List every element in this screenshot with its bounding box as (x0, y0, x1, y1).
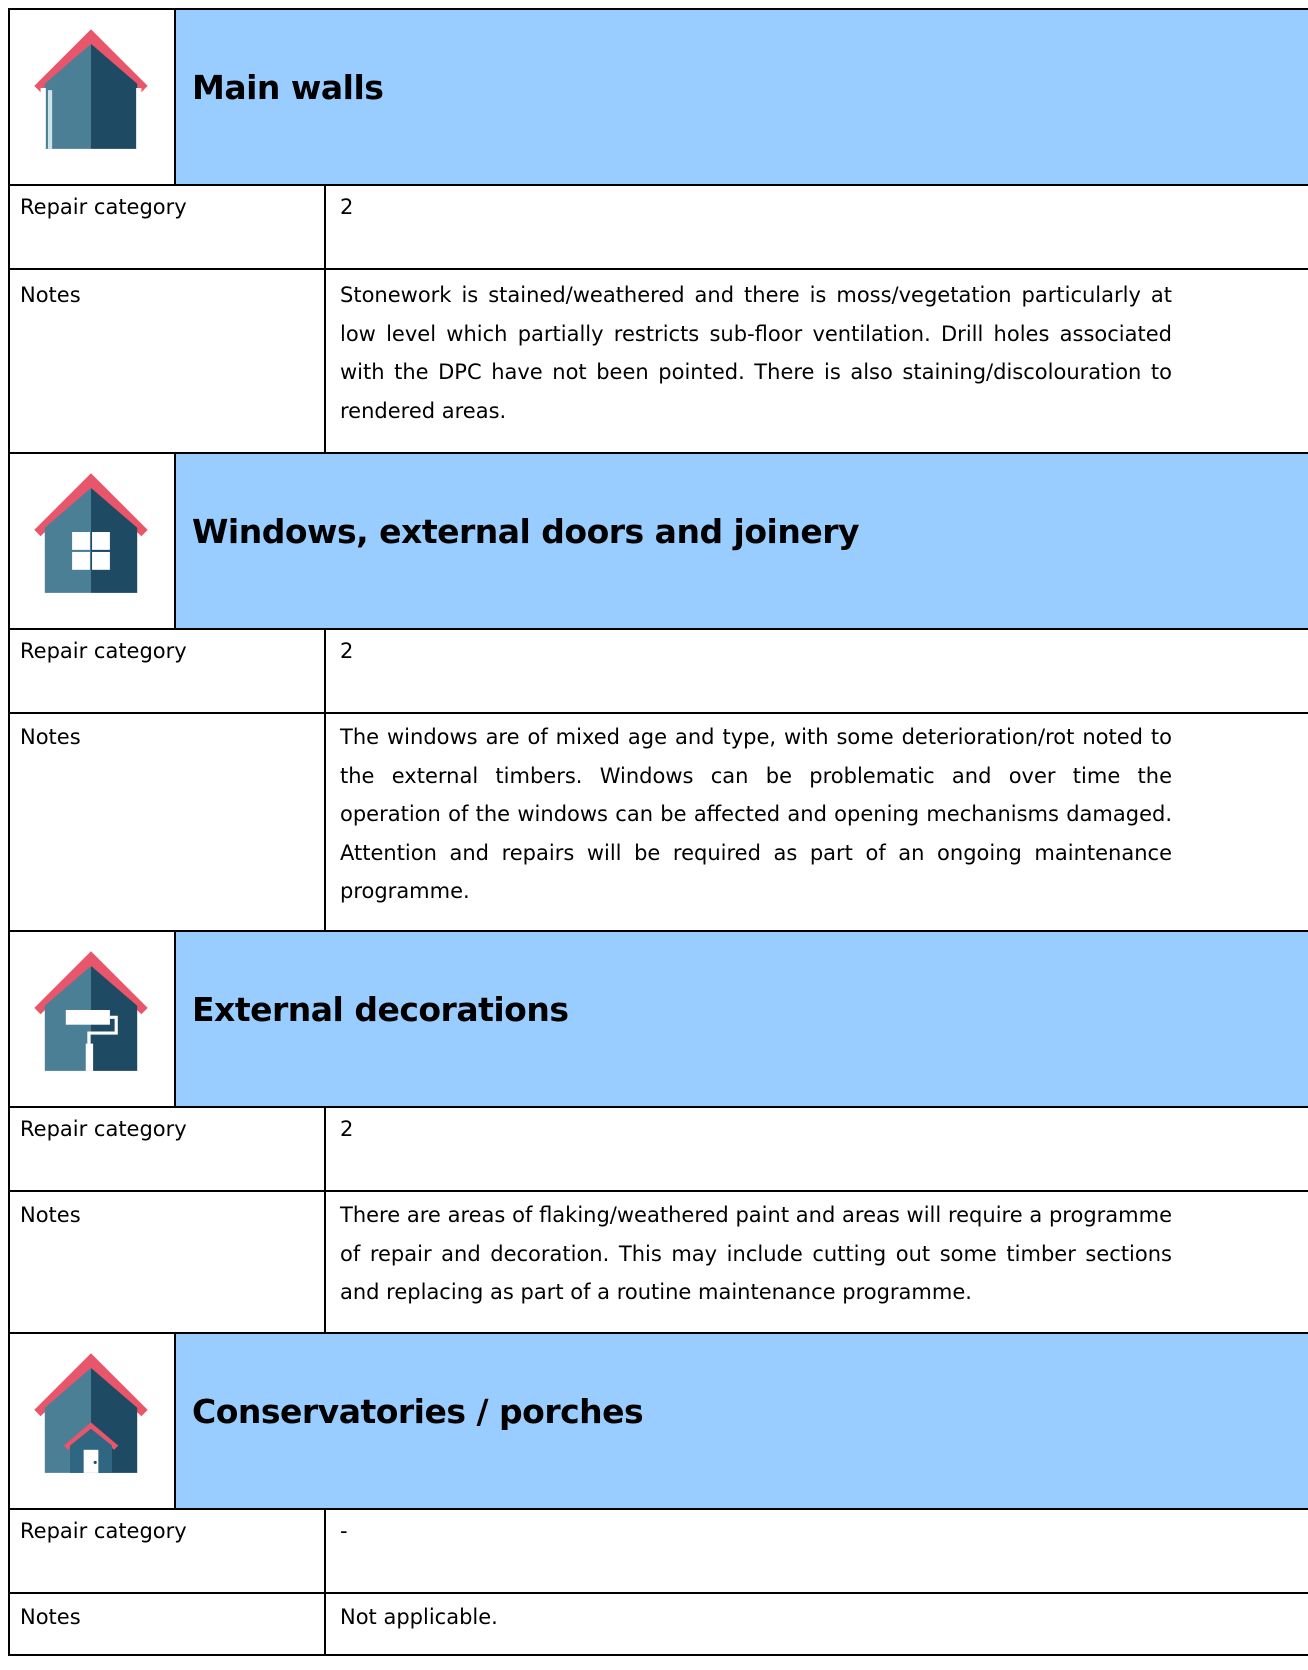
section-title: External decorations (192, 990, 569, 1029)
repair-category-row (8, 184, 1308, 268)
survey-sheet (8, 8, 1308, 1656)
repair-category-value: 2 (340, 1117, 354, 1141)
title-cell (176, 10, 1308, 184)
section-windows (8, 452, 1308, 930)
notes-text: The windows are of mixed age and type, with some deterioration/rot noted to the external timbers. Windows can be problematic and over time the operation of the windows can be affected and opening mechanisms damaged. Attention and repairs will be required as part of an ongoing maintenance programme. (340, 725, 1172, 903)
section-title: Windows, external doors and joinery (192, 512, 860, 551)
notes-row (8, 712, 1308, 930)
house-porch-icon (28, 1349, 154, 1475)
house-paint-roller-icon (28, 947, 154, 1073)
repair-category-value: 2 (340, 639, 354, 663)
notes-text: Not applicable. (340, 1605, 498, 1629)
notes-cell (324, 1192, 1308, 1332)
section-external-decorations (8, 930, 1308, 1332)
notes-row (8, 268, 1308, 452)
section-header (8, 930, 1308, 1106)
notes-label: Notes (20, 1605, 81, 1629)
repair-category-row (8, 1106, 1308, 1190)
title-cell (176, 454, 1308, 628)
notes-row (8, 1592, 1308, 1656)
icon-cell (10, 10, 176, 184)
notes-text: There are areas of flaking/weathered paint and areas will require a programme of repair and decoration. This may include cutting out some timber sections and replacing as part of a routine maintenance programme. (340, 1203, 1172, 1304)
notes-cell (324, 270, 1308, 452)
section-title: Conservatories / porches (192, 1392, 644, 1431)
notes-label: Notes (20, 725, 81, 749)
repair-category-label: Repair category (20, 639, 187, 663)
icon-cell (10, 454, 176, 628)
repair-category-label: Repair category (20, 195, 187, 219)
section-conservatories (8, 1332, 1308, 1656)
icon-cell (10, 1334, 176, 1508)
repair-category-label: Repair category (20, 1117, 187, 1141)
notes-text: Stonework is stained/weathered and there is moss/vegetation particularly at low level which partially restricts sub-floor ventilation. Drill holes associated with the DPC have not been pointed. There is also staining/discolouration to rendered areas. (340, 283, 1172, 423)
notes-label: Notes (20, 1203, 81, 1227)
title-cell (176, 1334, 1308, 1508)
repair-category-cell (324, 186, 1308, 268)
repair-category-value: 2 (340, 195, 354, 219)
section-header (8, 8, 1308, 184)
notes-cell (324, 1594, 1308, 1654)
repair-category-row (8, 628, 1308, 712)
section-main-walls (8, 8, 1308, 452)
house-walls-icon (28, 25, 154, 151)
notes-row (8, 1190, 1308, 1332)
icon-cell (10, 932, 176, 1106)
section-header (8, 1332, 1308, 1508)
repair-category-row (8, 1508, 1308, 1592)
house-window-icon (28, 469, 154, 595)
section-header (8, 452, 1308, 628)
repair-category-cell (324, 630, 1308, 712)
notes-cell (324, 714, 1308, 930)
repair-category-cell (324, 1510, 1308, 1592)
repair-category-cell (324, 1108, 1308, 1190)
repair-category-value: - (340, 1519, 348, 1543)
repair-category-label: Repair category (20, 1519, 187, 1543)
title-cell (176, 932, 1308, 1106)
section-title: Main walls (192, 68, 384, 107)
notes-label: Notes (20, 283, 81, 307)
